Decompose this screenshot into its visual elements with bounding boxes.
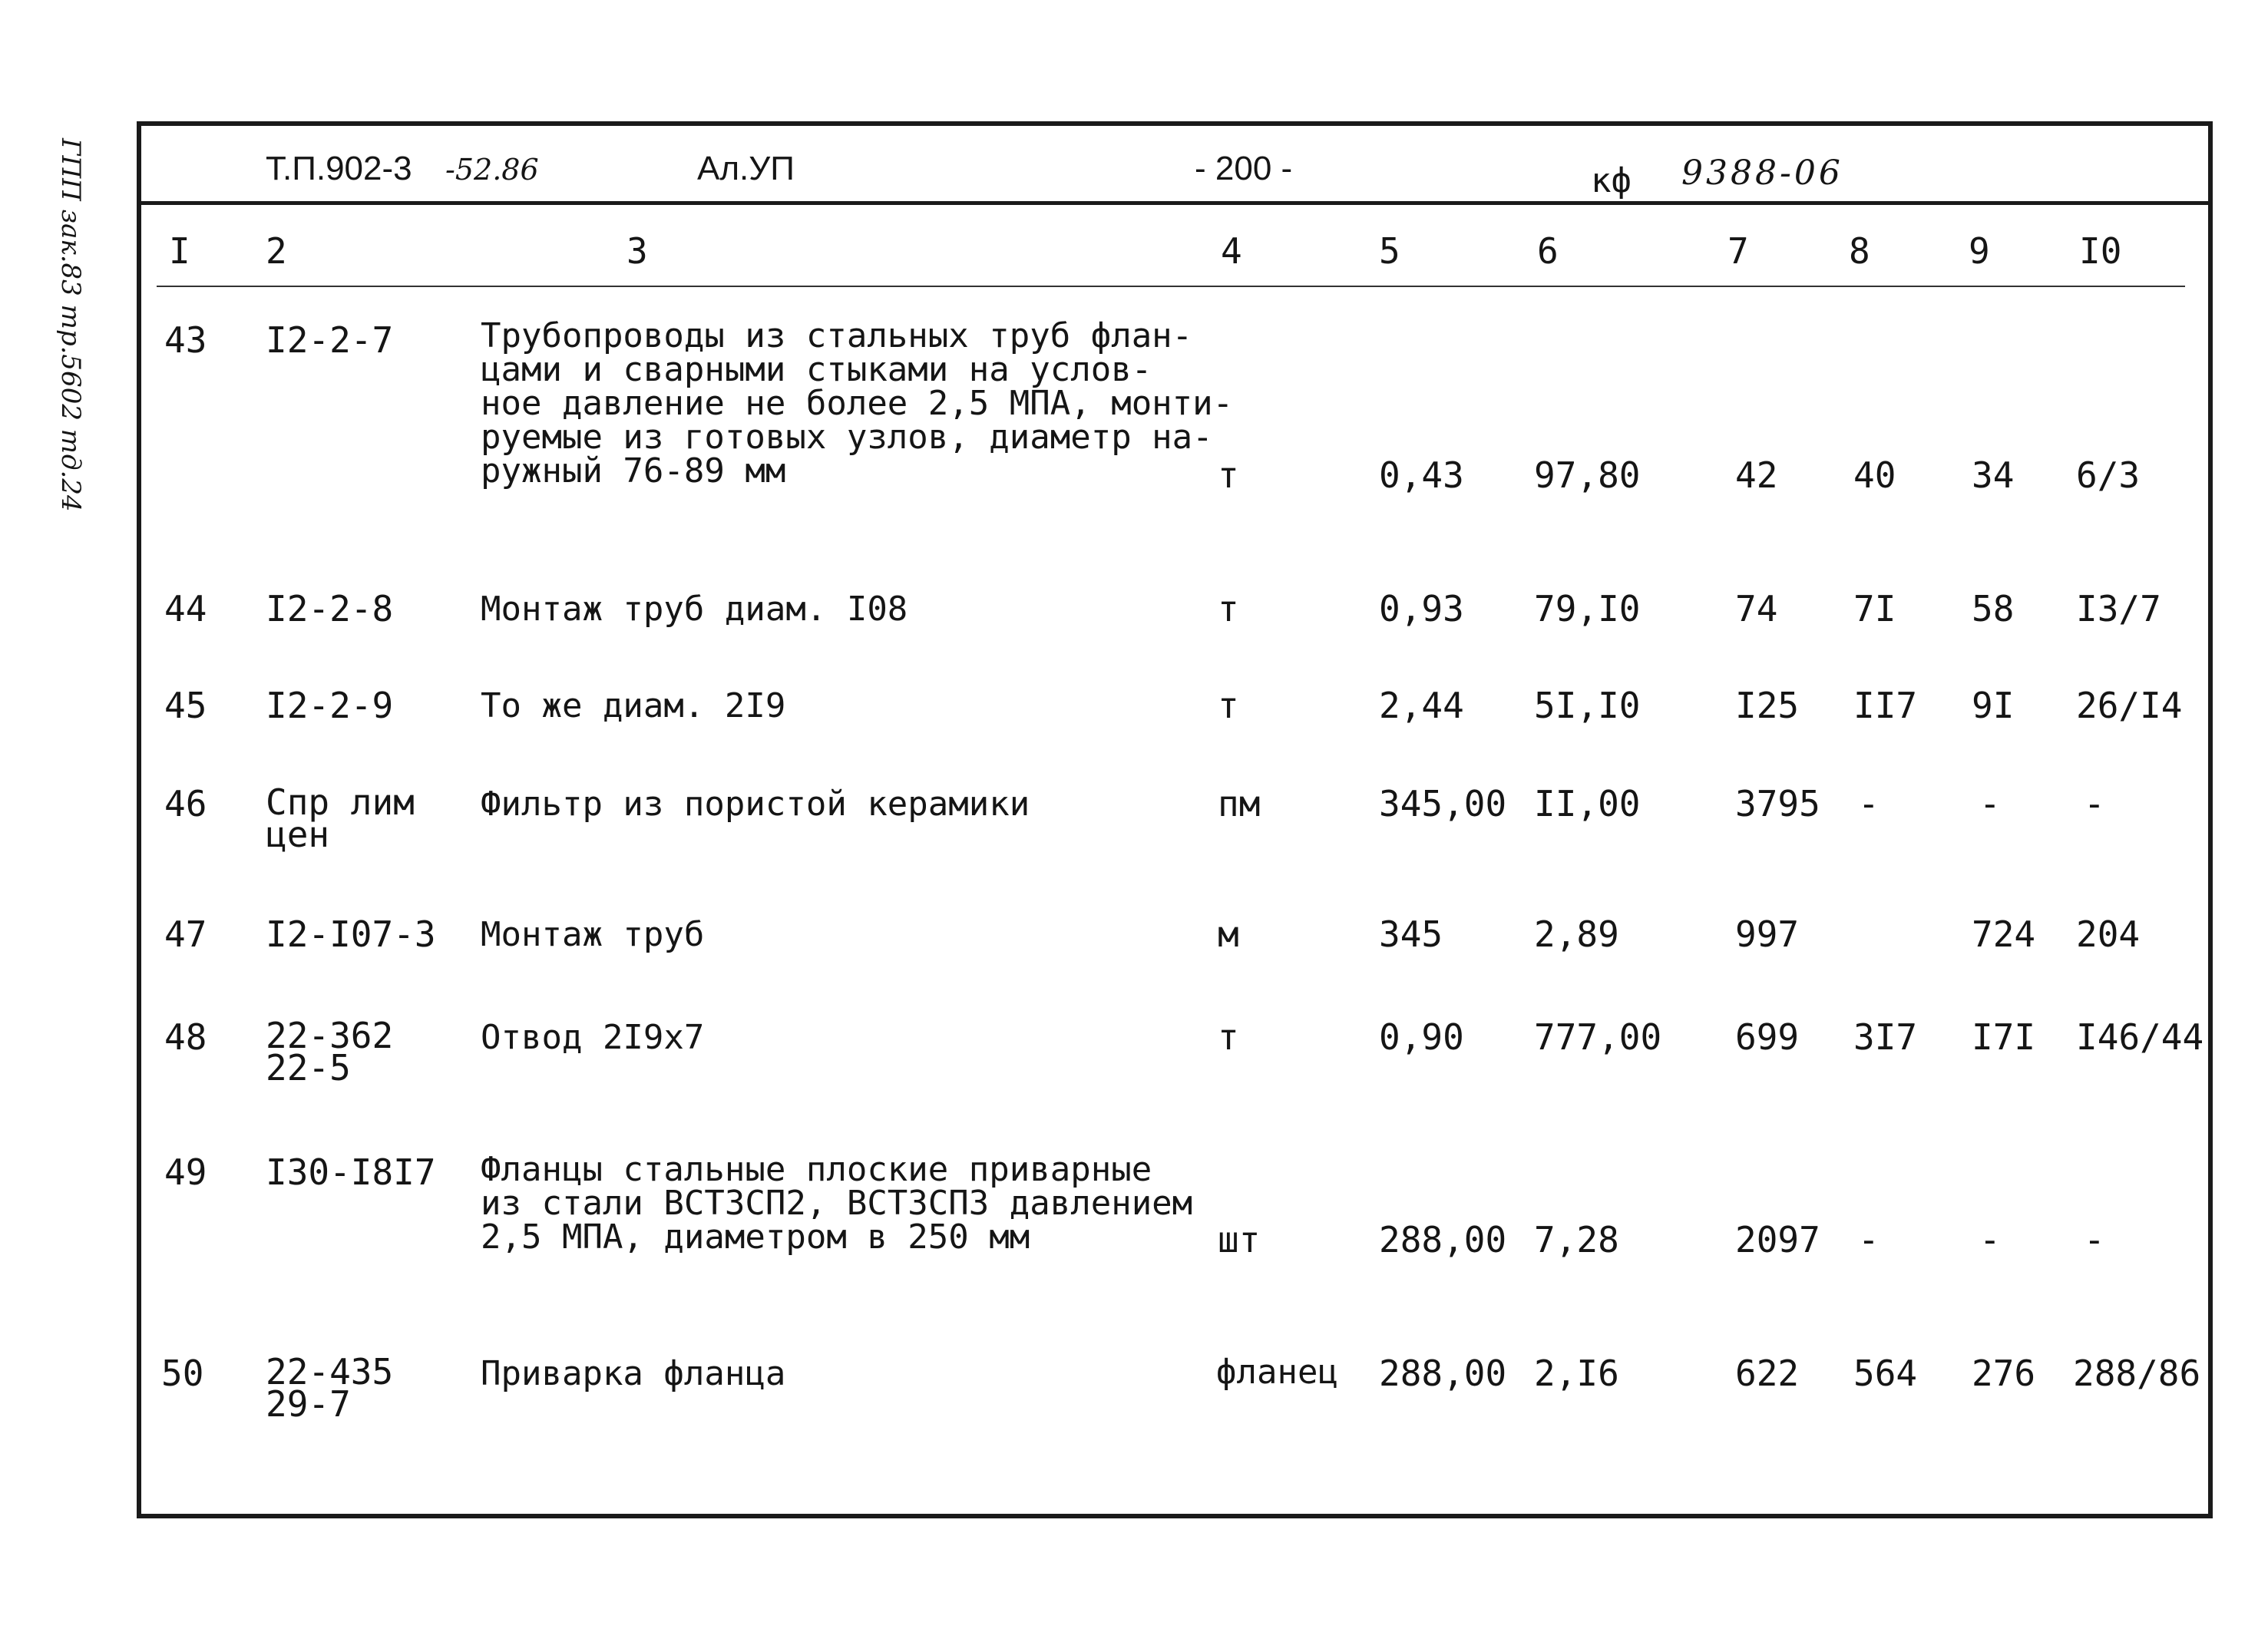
norm-code: I2-2-8 [266,588,394,629]
col10-value: 288/86 [2073,1353,2201,1394]
total: 622 [1735,1353,1800,1394]
total: 2097 [1735,1219,1820,1260]
col-head-3: 3 [627,230,648,272]
col10-value: - [2084,783,2105,824]
col9-value: - [1979,783,2001,824]
quantity: 288,00 [1379,1353,1507,1394]
column-header-divider [157,286,2185,287]
work-description: Трубопроводы из стальных труб флан- цами и сварными стыками на услов- ное давление не более 2,5 МПА, монти- руемые из готовых узлов, диаметр на- ружный 76-89 мм [481,316,1234,491]
col-head-10: I0 [2079,230,2122,272]
norm-code: 22-362 22-5 [266,1015,394,1089]
col-head-9: 9 [1969,230,1990,272]
row-number: 44 [164,588,207,629]
col10-value: 204 [2076,913,2141,955]
col9-value: - [1979,1219,2001,1260]
col8-value: 3I7 [1853,1016,1918,1058]
norm-code: I2-2-7 [266,319,394,361]
col8-value: - [1858,783,1880,824]
col8-value: 40 [1853,454,1896,496]
unit-price: 2,89 [1534,913,1619,955]
quantity: 288,00 [1379,1219,1507,1260]
unit: шт [1218,1219,1261,1260]
work-description: Монтаж труб диам. I08 [481,590,908,629]
side-stamp-text: ГПП зак.83 тр.5602 тд.24 [55,138,86,512]
kf-label: кф [1591,161,1632,200]
row-number: 48 [164,1016,207,1058]
col-head-2: 2 [266,230,287,272]
norm-code: I2-I07-3 [266,913,436,955]
col9-value: 724 [1972,913,2036,955]
col-head-4: 4 [1221,230,1242,272]
row-number: 47 [164,913,207,955]
norm-code: 22-435 29-7 [266,1351,394,1425]
header-divider [141,201,2208,205]
page-number: - 200 - [1195,150,1293,187]
col-head-8: 8 [1849,230,1870,272]
quantity: 0,93 [1379,588,1464,629]
kf-number: 9388-06 [1681,154,1843,193]
col-head-6: 6 [1537,230,1559,272]
col-head-1: I [169,230,190,272]
unit-price: 5I,I0 [1534,685,1641,726]
norm-code: Спр лим цен [266,781,415,855]
album-label: Ал.УП [697,150,795,187]
work-description: Приварка фланца [481,1354,786,1393]
quantity: 0,90 [1379,1016,1464,1058]
unit: фланец [1216,1353,1338,1392]
side-stamp [55,138,117,537]
col10-value: I3/7 [2076,588,2161,629]
col-head-5: 5 [1379,230,1400,272]
work-description: Фланцы стальные плоские приварные из стали ВСТ3СП2, ВСТ3СП3 давлением 2,5 МПА, диаметром в 250 мм [481,1150,1193,1257]
work-description: Фильтр из пористой керамики [481,785,1030,824]
unit-price: 79,I0 [1534,588,1641,629]
norm-code: I2-2-9 [266,685,394,726]
work-description: Монтаж труб [481,915,705,954]
unit: т [1218,588,1239,629]
unit: т [1218,454,1239,496]
total: 42 [1735,454,1778,496]
work-description: Отвод 2I9х7 [481,1018,705,1057]
total: I25 [1735,685,1800,726]
doc-code: Т.П.902-3 [266,150,412,187]
quantity: 345 [1379,913,1443,955]
row-number: 46 [164,783,207,824]
total: 997 [1735,913,1800,955]
quantity: 0,43 [1379,454,1464,496]
unit: т [1218,685,1239,726]
col10-value: 26/I4 [2076,685,2183,726]
col8-value: II7 [1853,685,1918,726]
col9-value: 34 [1972,454,2015,496]
col9-value: I7I [1972,1016,2036,1058]
total: 3795 [1735,783,1820,824]
col8-value: 564 [1853,1353,1918,1394]
col-head-7: 7 [1727,230,1749,272]
quantity: 345,00 [1379,783,1507,824]
row-number: 49 [164,1151,207,1193]
total: 699 [1735,1016,1800,1058]
unit: м [1218,913,1239,955]
unit-price: 7,28 [1534,1219,1619,1260]
unit-price: II,00 [1534,783,1641,824]
col10-value: - [2084,1219,2105,1260]
col8-value: - [1858,1219,1880,1260]
doc-code-handwritten: -52.86 [445,153,539,187]
row-number: 43 [164,319,207,361]
col8-value: 7I [1853,588,1896,629]
col9-value: 276 [1972,1353,2036,1394]
unit-price: 97,80 [1534,454,1641,496]
col10-value: I46/44 [2076,1016,2204,1058]
quantity: 2,44 [1379,685,1464,726]
document-frame [137,121,2213,1518]
unit-price: 2,I6 [1534,1353,1619,1394]
col10-value: 6/3 [2076,454,2141,496]
row-number: 45 [164,685,207,726]
unit: пм [1218,783,1261,824]
col9-value: 9I [1972,685,2015,726]
row-number: 50 [161,1353,204,1394]
work-description: То же диам. 2I9 [481,686,786,725]
norm-code: I30-I8I7 [266,1151,436,1193]
total: 74 [1735,588,1778,629]
unit: т [1218,1016,1239,1058]
unit-price: 777,00 [1534,1016,1662,1058]
col9-value: 58 [1972,588,2015,629]
